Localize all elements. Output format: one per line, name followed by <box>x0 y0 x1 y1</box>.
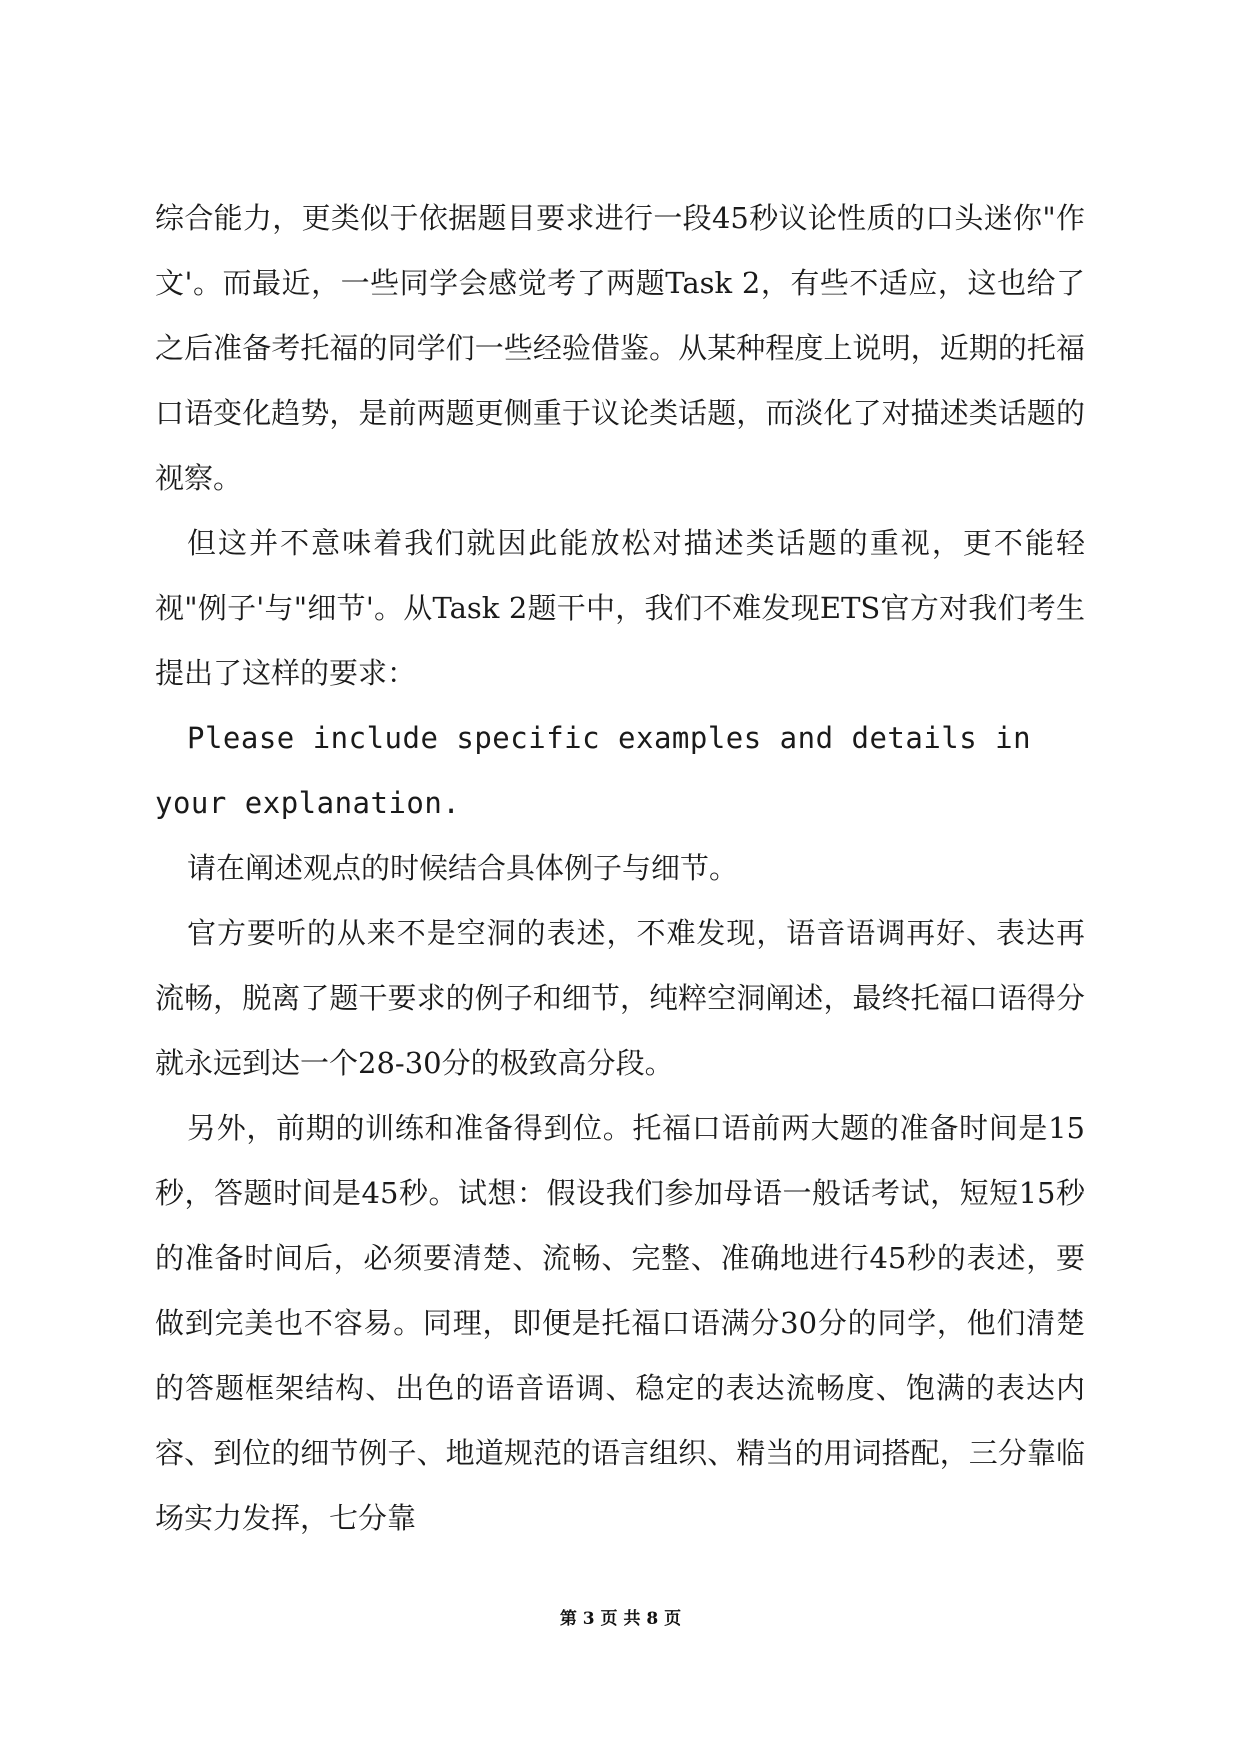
paragraph-2: 但这并不意味着我们就因此能放松对描述类话题的重视，更不能轻视"例子'与"细节'。从Task 2题干中，我们不难发现ETS官方对我们考生提出了这样的要求： <box>155 526 1085 690</box>
paragraph-4: 请在阐述观点的时候结合具体例子与细节。 <box>187 851 739 885</box>
paragraph-3-english-quote: Please include specific examples and details in your explanation. <box>155 721 1032 820</box>
body-text <box>155 186 1085 1551</box>
paragraph-1: 综合能力，更类似于依据题目要求进行一段45秒议论性质的口头迷你"作文'。而最近，一些同学会感觉考了两题Task 2，有些不适应，这也给了之后准备考托福的同学们一些经验借鉴。从某种程度上说明，近期的托福口语变化趋势，是前两题更侧重于议论类话题，而淡化了对描述类话题的视察。 <box>155 201 1085 495</box>
paragraph-6: 另外，前期的训练和准备得到位。托福口语前两大题的准备时间是15秒，答题时间是45秒。试想：假设我们参加母语一般话考试，短短15秒的准备时间后，必须要清楚、流畅、完整、准确地进行45秒的表述，要做到完美也不容易。同理，即便是托福口语满分30分的同学，他们清楚的答题框架结构、出色的语音语调、稳定的表达流畅度、饱满的表达内容、到位的细节例子、地道规范的语言组织、精当的用词搭配，三分靠临场实力发挥，七分靠 <box>155 1111 1085 1535</box>
page-number-footer: 第 3 页 共 8 页 <box>559 1609 682 1629</box>
paragraph-5: 官方要听的从来不是空洞的表述，不难发现，语音语调再好、表达再流畅，脱离了题干要求的例子和细节，纯粹空洞阐述，最终托福口语得分就永远到达一个28-30分的极致高分段。 <box>155 916 1085 1080</box>
